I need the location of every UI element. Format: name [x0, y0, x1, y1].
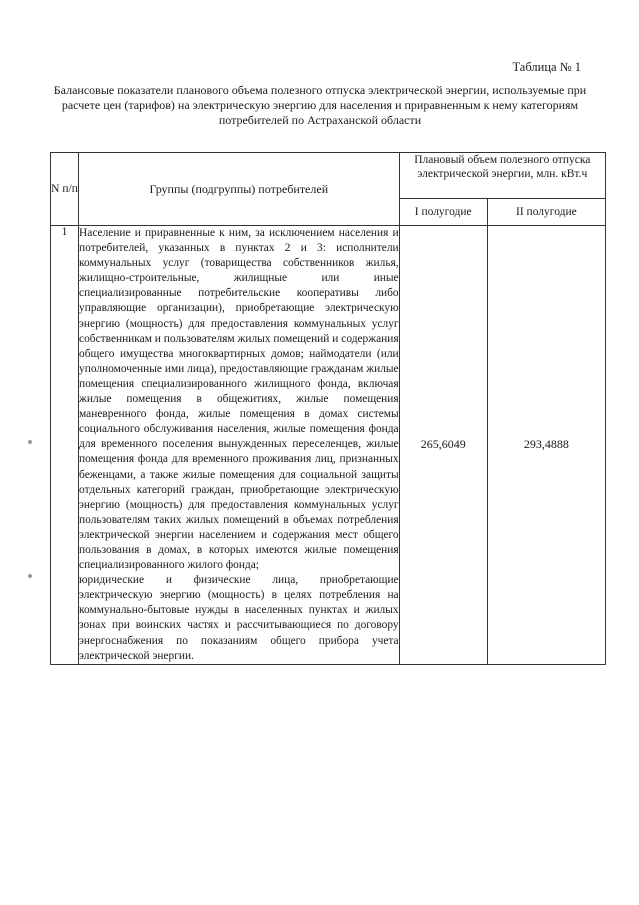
scan-dot [28, 440, 32, 444]
header-number: N п/п [51, 153, 79, 226]
header-plan: Плановый объем полезного отпуска электрической энергии, млн. кВт.ч [399, 153, 605, 199]
row-number: 1 [51, 226, 79, 665]
row-value-half2: 293,4888 [487, 226, 605, 665]
header-row [51, 153, 606, 199]
table-row [51, 226, 606, 665]
header-groups: Группы (подгруппы) потребителей [79, 153, 400, 226]
table-caption: Балансовые показатели планового объема полезного отпуска электрической энергии, используемые при расчете цен (тарифов) на электрическую энергию для населения и приравненным к нему категориям потребителей по Астраханской области [53, 83, 587, 127]
header-half1: I полугодие [399, 198, 487, 225]
table-number: Таблица № 1 [512, 60, 581, 74]
scan-dot [28, 574, 32, 578]
row-description [79, 226, 400, 665]
row-description-part2: юридические и физические лица, приобретающие электрическую энергию (мощность) в целях потребления на коммунально-бытовые нужды в населенных пунктах и жилых зонах при воинских частях и рассчитывающиеся по договору энергоснабжения по показаниям общего прибора учета электрической энергии. [79, 574, 399, 662]
row-description-part1: Население и приравненные к ним, за исключением населения и потребителей, указанных в пунктах 2 и 3: исполнители коммунальных услуг (товарищества собственников жилья, жилищно-строительные, жилищные или иные специализированные потребительские кооперативы либо управляющие организации), приобретающие электрическую энергию (мощность) для предоставления коммунальных услуг собственникам и пользователям жилых помещений и содержания общего имущества многоквартирных домов; наймодатели (или уполномоченные ими лица), предоставляющие гражданам жилые помещения специализированного жилищного фонда, включая жилые помещения в общежитиях, жилые помещения маневренного фонда, жилые помещения в домах системы социального обслуживания населения, жилые помещения фонда для временного поселения вынужденных переселенцев, жилые помещения фонда для временного проживания лиц, признанных беженцами, а также жилые помещения для социальной защиты отдельных категорий граждан, приобретающие электрическую энергию (мощность) для предоставления коммунальных услуг пользователям таких жилых помещений в объемах потребления электрической энергии населением и содержания мест общего пользования в домах, в которых имеются жилые помещения специализированного жилого фонда; [79, 227, 399, 572]
tariff-table [50, 152, 606, 665]
header-half2: II полугодие [487, 198, 605, 225]
row-value-half1: 265,6049 [399, 226, 487, 665]
